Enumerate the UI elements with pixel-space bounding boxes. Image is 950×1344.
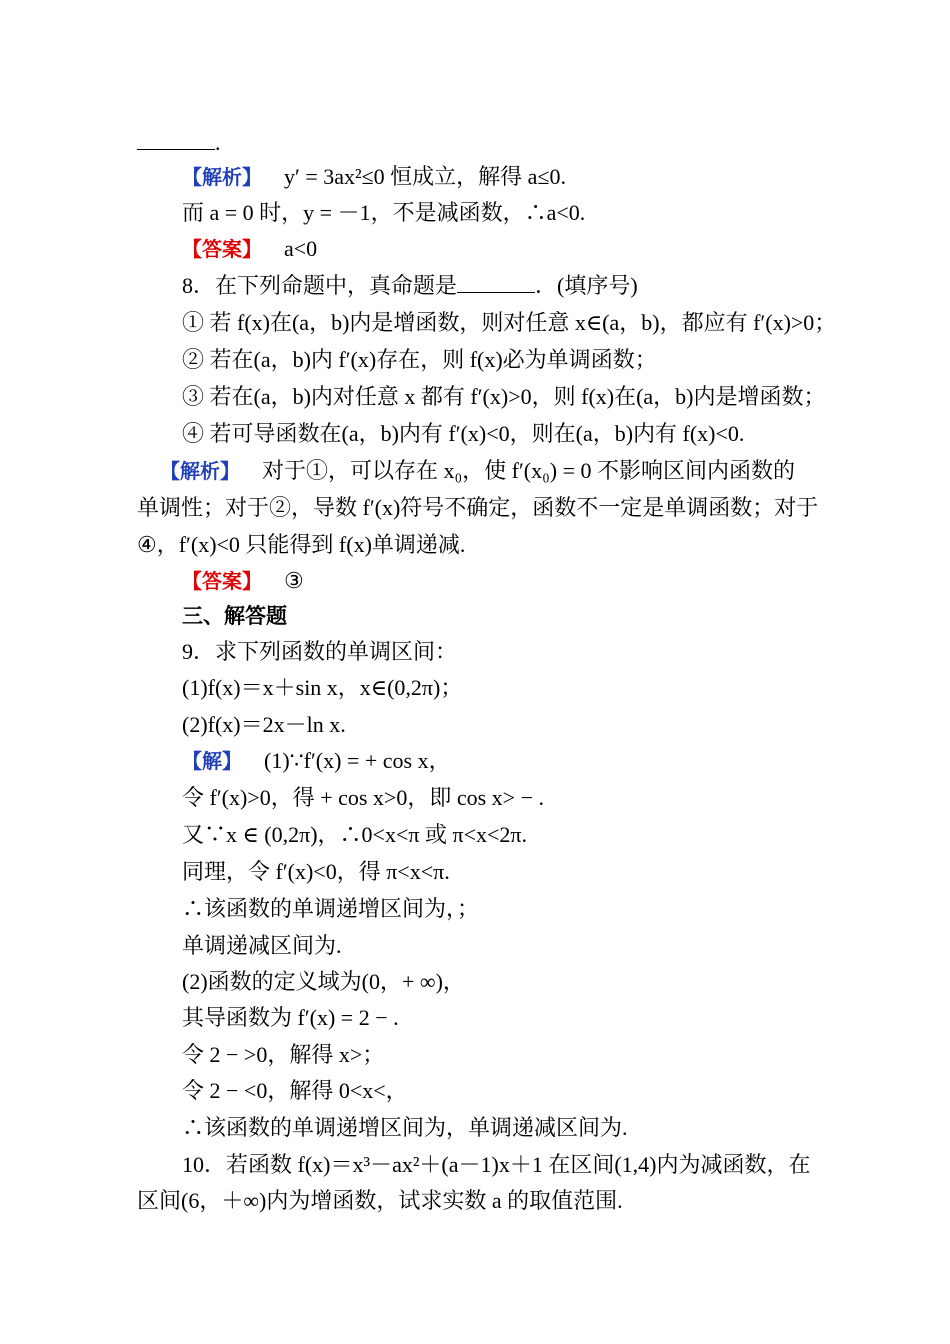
option-1: ① 若 f(x)在(a，b)内是增函数，则对任意 x∈(a，b)，都应有 f′(x)>0； (182, 310, 837, 335)
solution-line-6: 单调递减区间为. (182, 933, 342, 958)
question-10-line-1: 10．若函数 f(x)＝x³－ax²＋(a－1)x＋1 在区间(1,4)内为减函数，在 (182, 1152, 811, 1177)
option-2: ② 若在(a，b)内 f′(x)存在，则 f(x)必为单调函数； (182, 347, 657, 372)
solution-line-5: ∴该函数的单调递增区间为，； (182, 896, 480, 921)
analysis-tag: 【解析】 (182, 165, 262, 189)
analysis-8-line-1: 【解析】 对于①，可以存在 x₀，使 f′(x₀) = 0 不影响区间内函数的 (160, 458, 796, 483)
question-10-line-2: 区间(6，＋∞)内为增函数，试求实数 a 的取值范围. (137, 1188, 623, 1213)
question-9-part-2: (2)f(x)＝2x－ln x. (182, 712, 346, 737)
solution-line-8: 其导函数为 f′(x) = 2 − . (182, 1005, 399, 1030)
solution-line-10: 令 2 − <0，解得 0<x<， (182, 1078, 408, 1103)
question-9: 9．求下列函数的单调区间： (182, 639, 458, 664)
option-4: ④ 若可导函数在(a，b)内有 f′(x)<0，则在(a，b)内有 f(x)<0. (182, 421, 745, 446)
answer-blank (137, 129, 215, 150)
line-3: 而 a = 0 时，y = －1，不是减函数，∴a<0. (182, 200, 586, 225)
solution-line-7: (2)函数的定义域为(0，+ ∞)， (182, 969, 465, 994)
solution-line-3: 又∵x ∈ (0,2π)，∴0<x<π 或 π<x<2π. (182, 822, 527, 847)
solution-tag: 【解】 (182, 749, 242, 773)
answer-blank (457, 272, 535, 293)
solution-line-2: 令 f′(x)>0，得 + cos x>0，即 cos x> − . (182, 785, 544, 810)
answer-tag: 【答案】 (182, 569, 262, 593)
question-9-part-1: (1)f(x)＝x＋sin x，x∈(0,2π)； (182, 675, 463, 700)
answer-tag: 【答案】 (182, 237, 262, 261)
analysis-8-line-2: 单调性；对于②，导数 f′(x)符号不确定，函数不一定是单调函数；对于 (137, 495, 819, 520)
solution-line-9: 令 2 − >0，解得 x>； (182, 1042, 385, 1067)
solution-line-1: 【解】 (1)∵f′(x) = + cos x， (182, 748, 451, 773)
answer-8: 【答案】 ③ (182, 568, 304, 593)
analysis-tag: 【解析】 (160, 459, 240, 483)
solution-line-11: ∴该函数的单调递增区间为，单调递减区间为. (182, 1115, 628, 1140)
line-2: 【解析】 y′ = 3ax²≤0 恒成立，解得 a≤0. (182, 164, 566, 189)
section-heading: 三、解答题 (182, 604, 287, 628)
solution-line-4: 同理，令 f′(x)<0，得 π<x<π. (182, 859, 450, 884)
option-3: ③ 若在(a，b)内对任意 x 都有 f′(x)>0，则 f(x)在(a，b)内是增函数； (182, 384, 826, 409)
question-8: 8．在下列命题中，真命题是 ．(填序号) (182, 273, 638, 298)
line-1: . (137, 128, 221, 158)
line-4: 【答案】 a<0 (182, 236, 318, 261)
analysis-8-line-3: ④，f′(x)<0 只能得到 f(x)单调递减. (137, 532, 466, 557)
